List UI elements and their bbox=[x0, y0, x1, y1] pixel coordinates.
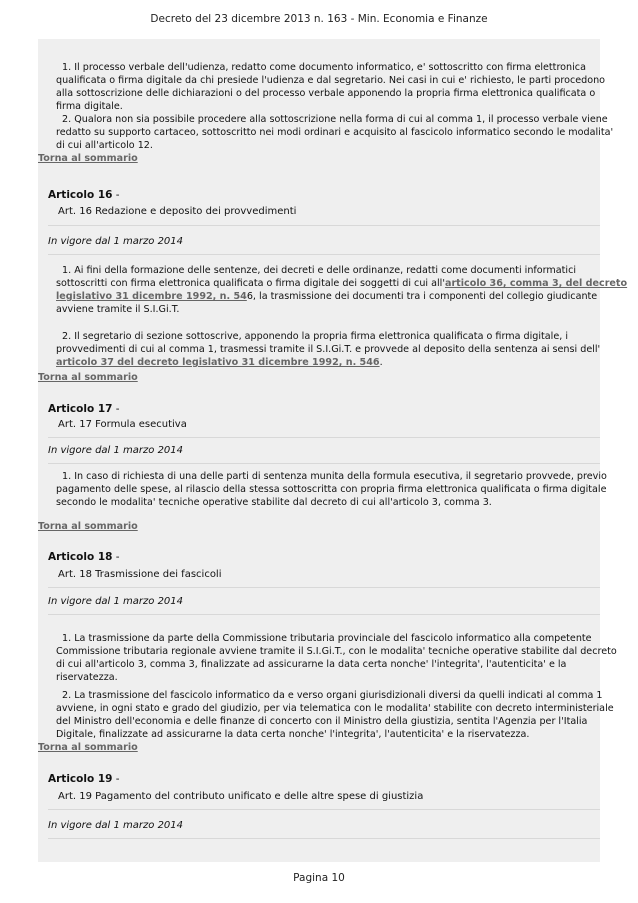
art18-paragraph-1 bbox=[56, 632, 617, 684]
divider bbox=[48, 614, 600, 615]
article-title-text: Articolo 16 bbox=[48, 189, 113, 201]
divider bbox=[48, 838, 600, 839]
article-title-text: Articolo 19 bbox=[48, 773, 113, 785]
text-line: di cui all'articolo 3, comma 3, finalizzate ad assicurarne la data certa nonche' l'integrita', l'autenticita' e la bbox=[56, 659, 567, 670]
title-dash: - bbox=[112, 551, 120, 563]
text-line: provvedimenti di cui al comma 1, trasmessi tramite il S.I.Gi.T. e provvede al deposito della sentenza ai sensi dell' bbox=[56, 344, 601, 355]
title-dash: - bbox=[112, 189, 120, 201]
back-to-summary-link[interactable]: Torna al sommario bbox=[38, 372, 138, 383]
law-reference-link[interactable]: articolo 37 del decreto legislativo 31 dicembre 1992, n. 546 bbox=[56, 357, 380, 368]
text-line: 1. La trasmissione da parte della Commissione tributaria provinciale del fascicolo informatico alla competente bbox=[62, 633, 592, 644]
text-line: 2. Qualora non sia possibile procedere alla sottoscrizione nella forma di cui al comma 1, il processo verbale viene bbox=[62, 114, 608, 125]
article-18-in-force: In vigore dal 1 marzo 2014 bbox=[48, 596, 184, 607]
article-16-title bbox=[48, 189, 120, 201]
text-line: Digitale, finalizzate ad assicurarne la data certa nonche' l'integrita', l'autenticita' e la riservatezza. bbox=[56, 729, 530, 740]
art17-paragraph-1 bbox=[56, 470, 607, 509]
law-reference-link[interactable]: articolo 36, comma 3, del decreto bbox=[444, 278, 628, 289]
art16-paragraph-1 bbox=[56, 264, 628, 316]
divider bbox=[48, 809, 600, 810]
article-19-subtitle: Art. 19 Pagamento del contributo unificato e delle altre spese di giustizia bbox=[58, 791, 424, 802]
article-19-in-force: In vigore dal 1 marzo 2014 bbox=[48, 820, 184, 831]
article-17-in-force: In vigore dal 1 marzo 2014 bbox=[48, 445, 184, 456]
text-line bbox=[56, 356, 600, 369]
back-to-summary-link[interactable]: Torna al sommario bbox=[38, 521, 138, 532]
text-line: 1. In caso di richiesta di una delle parti di sentenza munita della formula esecutiva, il segretario provvede, previo bbox=[62, 471, 607, 482]
text-segment: . bbox=[379, 357, 383, 368]
text-line: 2. La trasmissione del fascicolo informatico da e verso organi giurisdizionali diversi da quelli indicati al comma 1 bbox=[62, 690, 603, 701]
text-line bbox=[56, 277, 628, 290]
text-line: Commissione tributaria regionale avviene tramite il S.I.Gi.T., con le modalita' tecniche operative stabilite dal decreto bbox=[56, 646, 617, 657]
text-line: alla sottoscrizione delle dichiarazioni o del processo verbale apponendo la propria firma elettronica qualificata o bbox=[56, 88, 596, 99]
back-to-summary-link[interactable]: Torna al sommario bbox=[38, 742, 138, 753]
text-line: avviene, in ogni stato e grado del giudizio, per via telematica con le modalita' stabilite con decreto interministeriale bbox=[56, 703, 614, 714]
text-segment: sottoscritti con firma elettronica qualificata o firma digitale dei soggetti di cui all' bbox=[56, 278, 445, 289]
article-16-in-force: In vigore dal 1 marzo 2014 bbox=[48, 236, 184, 247]
text-line: redatto su supporto cartaceo, sottoscritto nei modi ordinari e acquisito al fascicolo informatico secondo le modalita' bbox=[56, 127, 614, 138]
text-line: secondo le modalita' tecniche operative stabilite dal decreto di cui all'articolo 3, comma 3. bbox=[56, 497, 492, 508]
text-line: firma digitale. bbox=[56, 101, 123, 112]
title-dash: - bbox=[112, 773, 120, 785]
text-line bbox=[56, 290, 600, 303]
text-line: 2. Il segretario di sezione sottoscrive, apponendo la propria firma elettronica qualificata o firma digitale, i bbox=[62, 331, 568, 342]
article-17-title bbox=[48, 403, 120, 415]
text-line: avviene tramite il S.I.Gi.T. bbox=[56, 304, 180, 315]
divider bbox=[48, 437, 600, 438]
divider bbox=[48, 254, 600, 255]
text-line: del Ministro dell'economia e delle finanze di concerto con il Ministro della giustizia, sentita l'Agenzia per l'Italia bbox=[56, 716, 588, 727]
page-footer: Pagina 10 bbox=[293, 872, 345, 884]
article-18-title bbox=[48, 551, 120, 563]
document-body bbox=[38, 39, 628, 862]
article-title-text: Articolo 18 bbox=[48, 551, 113, 563]
text-line: riservatezza. bbox=[56, 672, 118, 683]
article-19-title bbox=[48, 773, 120, 785]
title-dash: - bbox=[112, 403, 120, 415]
text-line: 1. Ai fini della formazione delle sentenze, dei decreti e delle ordinanze, redatti come documenti informatici bbox=[62, 265, 577, 276]
divider bbox=[48, 587, 600, 588]
art16-paragraph-2 bbox=[56, 330, 600, 369]
text-segment: 6, la trasmissione dei documenti tra i componenti del collegio giudicante bbox=[246, 291, 598, 302]
article-16-subtitle: Art. 16 Redazione e deposito dei provvedimenti bbox=[58, 206, 297, 217]
art15-paragraph-1 bbox=[56, 61, 606, 113]
back-to-summary-link[interactable]: Torna al sommario bbox=[38, 153, 138, 164]
art18-paragraph-2 bbox=[56, 689, 614, 741]
divider bbox=[48, 225, 600, 226]
text-line: 1. Il processo verbale dell'udienza, redatto come documento informatico, e' sottoscritto con firma elettronica bbox=[62, 62, 586, 73]
text-line: pagamento delle spese, al rilascio della stessa sottoscritta con propria firma elettronica qualificata o firma digitale bbox=[56, 484, 607, 495]
article-17-subtitle: Art. 17 Formula esecutiva bbox=[58, 419, 187, 430]
art15-paragraph-2 bbox=[56, 113, 614, 152]
text-line: di cui all'articolo 12. bbox=[56, 140, 153, 151]
article-18-subtitle: Art. 18 Trasmissione dei fascicoli bbox=[58, 569, 222, 580]
page-header: Decreto del 23 dicembre 2013 n. 163 - Min. Economia e Finanze bbox=[150, 13, 488, 25]
article-title-text: Articolo 17 bbox=[48, 403, 113, 415]
divider bbox=[48, 463, 600, 464]
law-reference-link[interactable]: legislativo 31 dicembre 1992, n. 54 bbox=[56, 291, 247, 302]
text-line: qualificata o firma digitale da chi presiede l'udienza e dal segretario. Nei casi in cui e' richiesto, le parti procedono bbox=[56, 75, 606, 86]
